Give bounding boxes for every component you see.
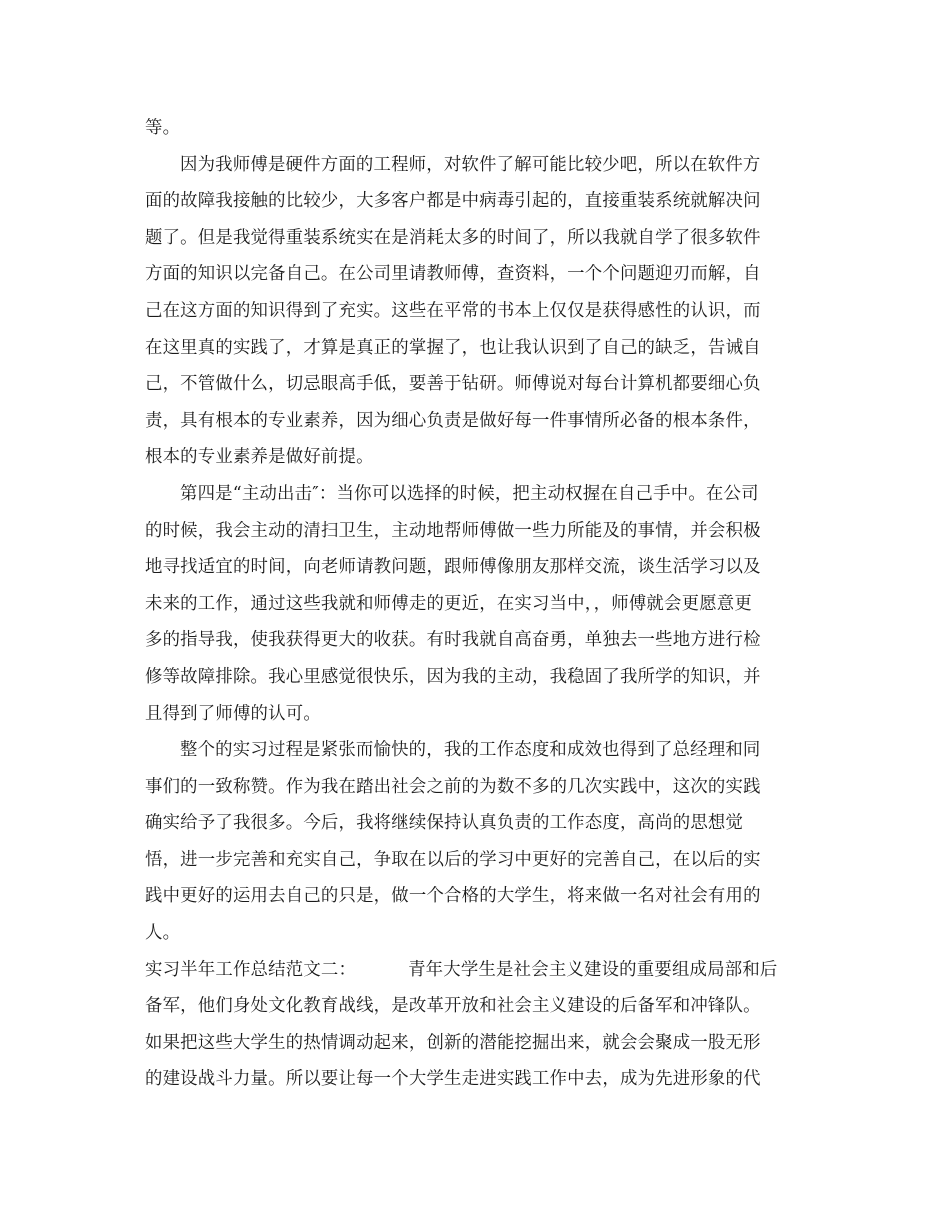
section-heading: 实习半年工作总结范文二： xyxy=(145,959,357,980)
text-line: 的建设战斗力量。所以要让每一个大学生走进实践工作中去，成为先进形象的代 xyxy=(145,1069,761,1090)
text-line: 面的故障我接触的比较少，大多客户都是中病毒引起的，直接重装系统就解决问 xyxy=(145,191,761,212)
document-body xyxy=(145,110,805,1098)
text-line: 未来的工作，通过这些我就和师傅走的更近，在实习当中，，师傅就会更愿意更 xyxy=(145,593,752,614)
text-line: 方面的知识以完备自己。在公司里请教师傅，查资料，一个个问题迎刃而解，自 xyxy=(145,264,761,285)
text-line: 确实给予了我很多。今后，我将继续保持认真负责的工作态度，高尚的思想觉 xyxy=(145,813,744,834)
text-line: 根本的专业素养是做好前提。 xyxy=(145,447,374,468)
text-line: 多的指导我，使我获得更大的收获。有时我就自高奋勇，单独去一些地方进行检 xyxy=(145,630,761,651)
text-line: 践中更好的运用去自己的只是，做一个合格的大学生，将来做一名对社会有用的 xyxy=(145,886,761,907)
text-line: 悟，进一步完善和充实自己，争取在以后的学习中更好的完善自己，在以后的实 xyxy=(145,849,761,870)
text-line: 第四是“主动出击″：当你可以选择的时候，把主动权握在自己手中。在公司 xyxy=(180,483,759,504)
text-line: 等。 xyxy=(145,118,181,138)
text-line: 题了。但是我觉得重装系统实在是消耗太多的时间了，所以我就自学了很多软件 xyxy=(145,227,761,248)
text-line: 因为我师傅是硬件方面的工程师，对软件了解可能比较少吧，所以在软件方 xyxy=(180,154,761,175)
text-line: 如果把这些大学生的热情调动起来，创新的潜能挖掘出来，就会会聚成一股无形 xyxy=(145,1032,761,1053)
text-line: 责，具有根本的专业素养，因为细心负责是做好每一件事情所必备的根本条件， xyxy=(145,410,761,431)
text-line: 己，不管做什么，切忌眼高手低，要善于钻研。师傅说对每台计算机都要细心负 xyxy=(145,374,761,395)
section-text: 青年大学生是社会主义建设的重要组成局部和后 xyxy=(408,959,778,980)
text-line: 事们的一致称赞。作为我在踏出社会之前的为数不多的几次实践中，这次的实践 xyxy=(145,776,761,797)
text-line: 且得到了师傅的认可。 xyxy=(145,703,321,724)
text-line: 人。 xyxy=(145,923,181,944)
text-line: 备军，他们身处文化教育战线，是改革开放和社会主义建设的后备军和冲锋队。 xyxy=(145,996,761,1017)
text-line: 整个的实习过程是紧张而愉快的，我的工作态度和成效也得到了总经理和同 xyxy=(180,740,761,761)
text-line: 地寻找适宜的时间，向老师请教问题，跟师傅像朋友那样交流，谈生活学习以及 xyxy=(145,557,761,578)
text-line: 在这里真的实践了，才算是真正的掌握了，也让我认识到了自己的缺乏，告诫自 xyxy=(145,337,761,358)
text-line: 修等故障排除。我心里感觉很快乐，因为我的主动，我稳固了我所学的知识，并 xyxy=(145,666,761,687)
text-line: 己在这方面的知识得到了充实。这些在平常的书本上仅仅是获得感性的认识，而 xyxy=(145,300,761,321)
text-line: 的时候，我会主动的清扫卫生，主动地帮师傅做一些力所能及的事情，并会积极 xyxy=(145,520,761,541)
section-line xyxy=(145,952,805,989)
